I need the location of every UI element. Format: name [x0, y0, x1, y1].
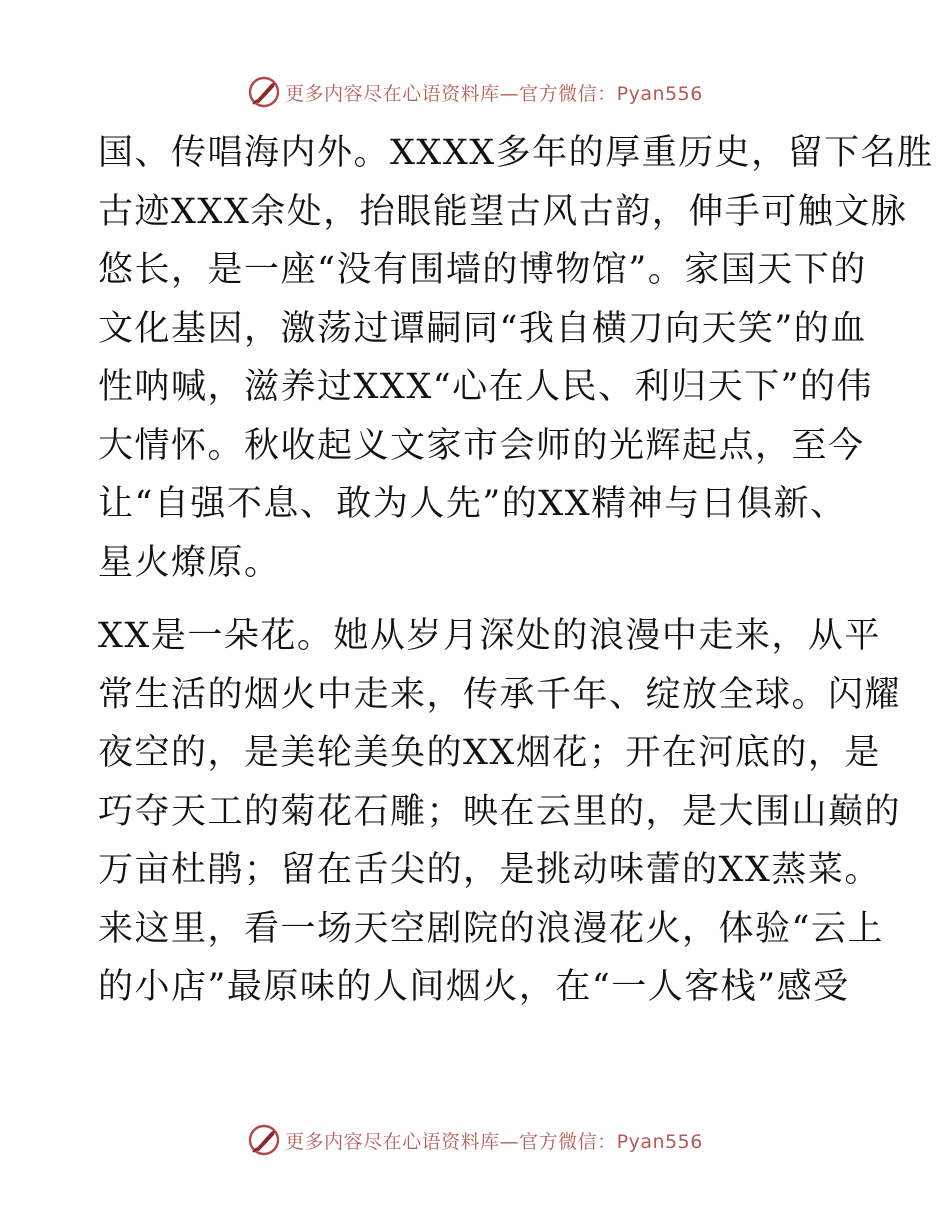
header-banner	[0, 70, 950, 114]
paragraph	[98, 124, 934, 592]
text-line: 万亩杜鹃；留在舌尖的，是挑动味蕾的XX蒸菜。	[98, 850, 881, 890]
text-line: 古迹XXX余处，抬眼能望古风古韵，伸手可触文脉	[98, 191, 908, 232]
document-body	[98, 124, 934, 1017]
text-line: 文化基因，激荡过谭嗣同“我自横刀向天笑”的血	[98, 308, 867, 349]
quill-pen-logo-icon	[247, 75, 281, 109]
text-line: 性呐喊，滋养过XXX“心在人民、利归天下”的伟	[98, 367, 874, 407]
paragraph	[98, 607, 902, 1017]
text-line: 来这里，看一场天空剧院的浪漫花火，体验“云上	[98, 908, 884, 949]
header-banner-text: 更多内容尽在心语资料库—官方微信：Pyan556	[285, 82, 703, 105]
text-line: 大情怀。秋收起义文家市会师的光辉起点，至今	[98, 425, 865, 466]
text-line: 的小店”最原味的人间烟火，在“一人客栈”感受	[98, 967, 850, 1007]
text-line: 常生活的烟火中走来，传承千年、绽放全球。闪耀	[98, 674, 902, 715]
text-line: 星火燎原。	[98, 542, 281, 583]
text-line: 夜空的，是美轮美奂的XX烟花；开在河底的，是	[98, 733, 881, 773]
quill-pen-logo-icon	[247, 1123, 281, 1157]
text-line: 国、传唱海内外。XXXX多年的厚重历史，留下名胜	[98, 133, 934, 173]
footer-banner	[0, 1118, 950, 1162]
text-line: 悠长，是一座“没有围墙的博物馆”。家国天下的	[98, 250, 867, 290]
text-line: XX是一朵花。她从岁月深处的浪漫中走来，从平	[98, 616, 881, 656]
footer-banner-text: 更多内容尽在心语资料库—官方微信：Pyan556	[285, 1130, 703, 1153]
text-line: 巧夺天工的菊花石雕；映在云里的，是大围山巅的	[98, 791, 902, 832]
text-line: 让“自强不息、敢为人先”的XX精神与日俱新、	[98, 484, 847, 524]
